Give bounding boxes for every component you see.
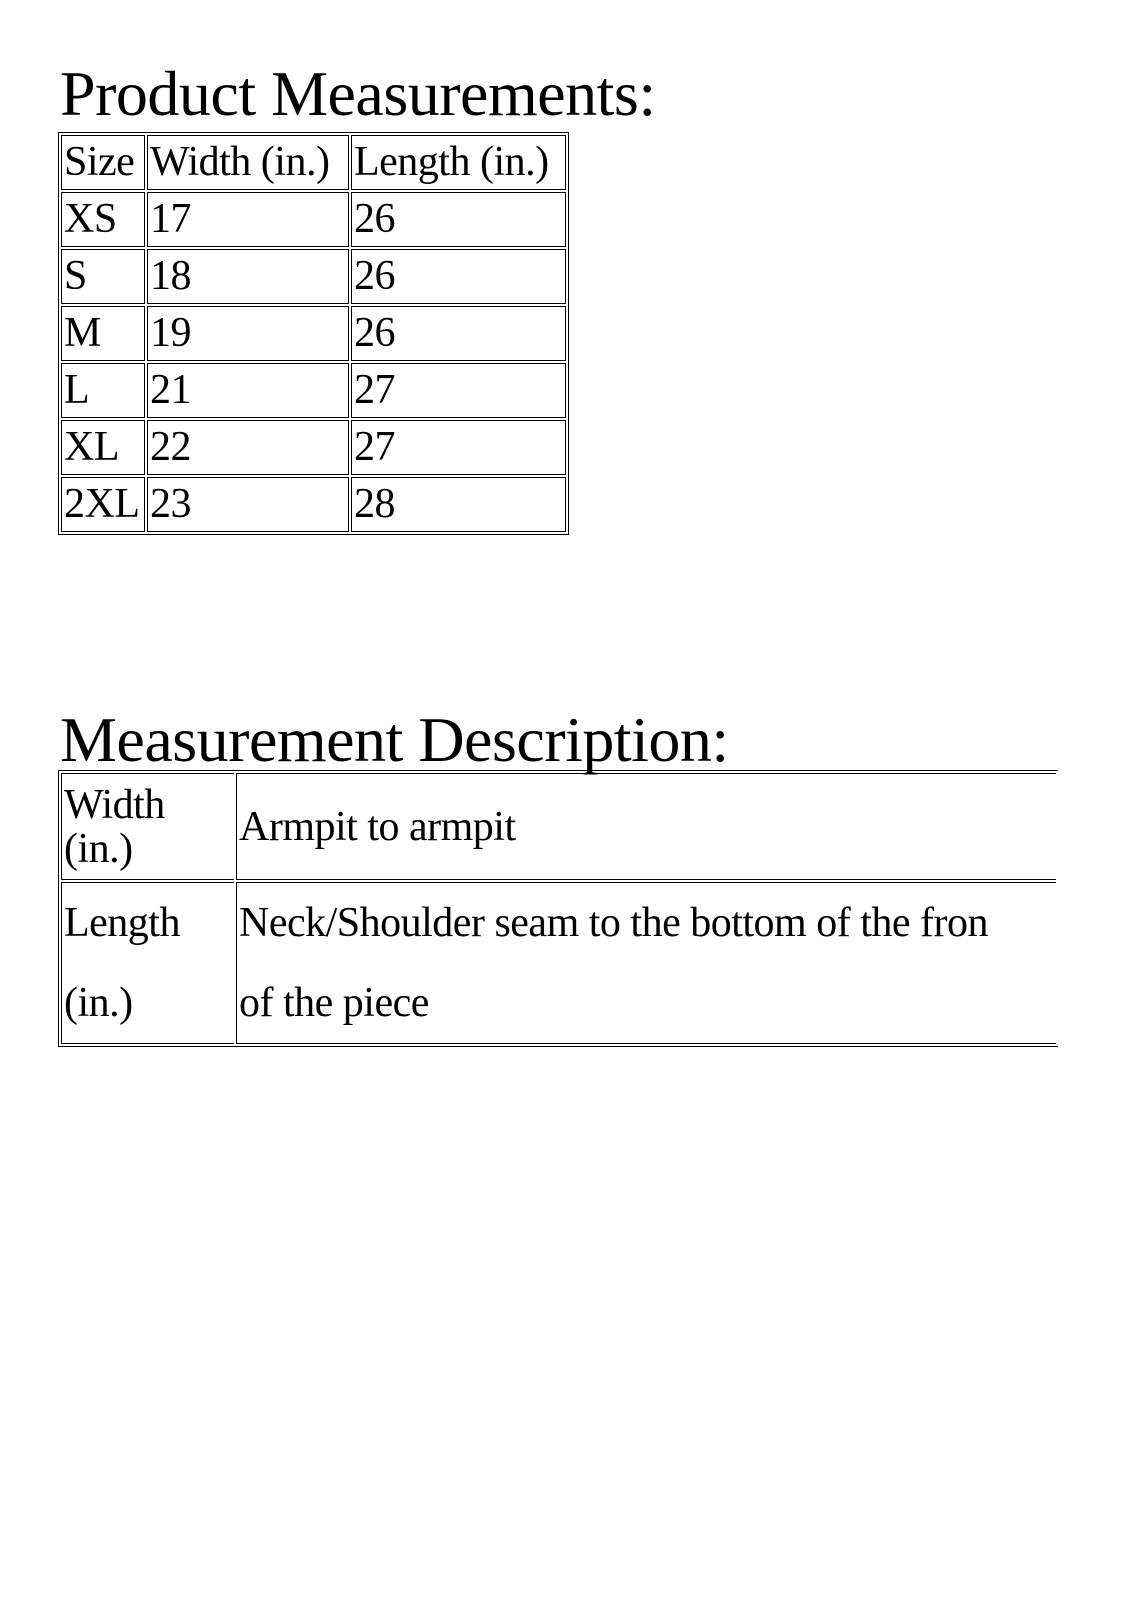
description-row-width — [61, 773, 1056, 880]
description-term — [61, 773, 234, 880]
length-cell: 26 — [351, 249, 566, 304]
term-line: Width — [64, 781, 165, 828]
size-cell: XL — [61, 420, 145, 475]
measurement-description-title: Measurement Description: — [60, 704, 729, 775]
product-measurements-title: Product Measurements: — [60, 58, 656, 129]
length-cell: 28 — [351, 477, 566, 532]
length-cell: 27 — [351, 363, 566, 418]
table-row — [61, 306, 566, 361]
size-cell: L — [61, 363, 145, 418]
header-width: Width (in.) — [147, 135, 349, 190]
definition-line: Armpit to armpit — [239, 803, 516, 850]
width-cell: 21 — [147, 363, 349, 418]
header-length: Length (in.) — [351, 135, 566, 190]
description-definition — [236, 882, 1056, 1044]
width-cell: 18 — [147, 249, 349, 304]
term-line: (in.) — [64, 980, 133, 1026]
length-cell: 26 — [351, 306, 566, 361]
measurement-description-table — [58, 770, 1058, 1047]
table-row — [61, 249, 566, 304]
size-cell: 2XL — [61, 477, 145, 532]
description-term — [61, 882, 234, 1044]
width-cell: 17 — [147, 192, 349, 247]
table-header-row — [61, 135, 566, 190]
table-row — [61, 420, 566, 475]
width-cell: 23 — [147, 477, 349, 532]
term-line: (in.) — [64, 825, 133, 872]
header-size: Size — [61, 135, 145, 190]
description-definition — [236, 773, 1056, 880]
size-cell: XS — [61, 192, 145, 247]
size-measurements-table — [58, 132, 569, 535]
length-cell: 27 — [351, 420, 566, 475]
table-row — [61, 477, 566, 532]
length-cell: 26 — [351, 192, 566, 247]
width-cell: 22 — [147, 420, 349, 475]
table-row — [61, 363, 566, 418]
definition-line: of the piece — [239, 980, 429, 1026]
term-line: Length — [64, 900, 180, 946]
size-cell: S — [61, 249, 145, 304]
table-row — [61, 192, 566, 247]
definition-line: Neck/Shoulder seam to the bottom of the fron — [239, 900, 988, 946]
width-cell: 19 — [147, 306, 349, 361]
size-cell: M — [61, 306, 145, 361]
description-row-length — [61, 882, 1056, 1044]
